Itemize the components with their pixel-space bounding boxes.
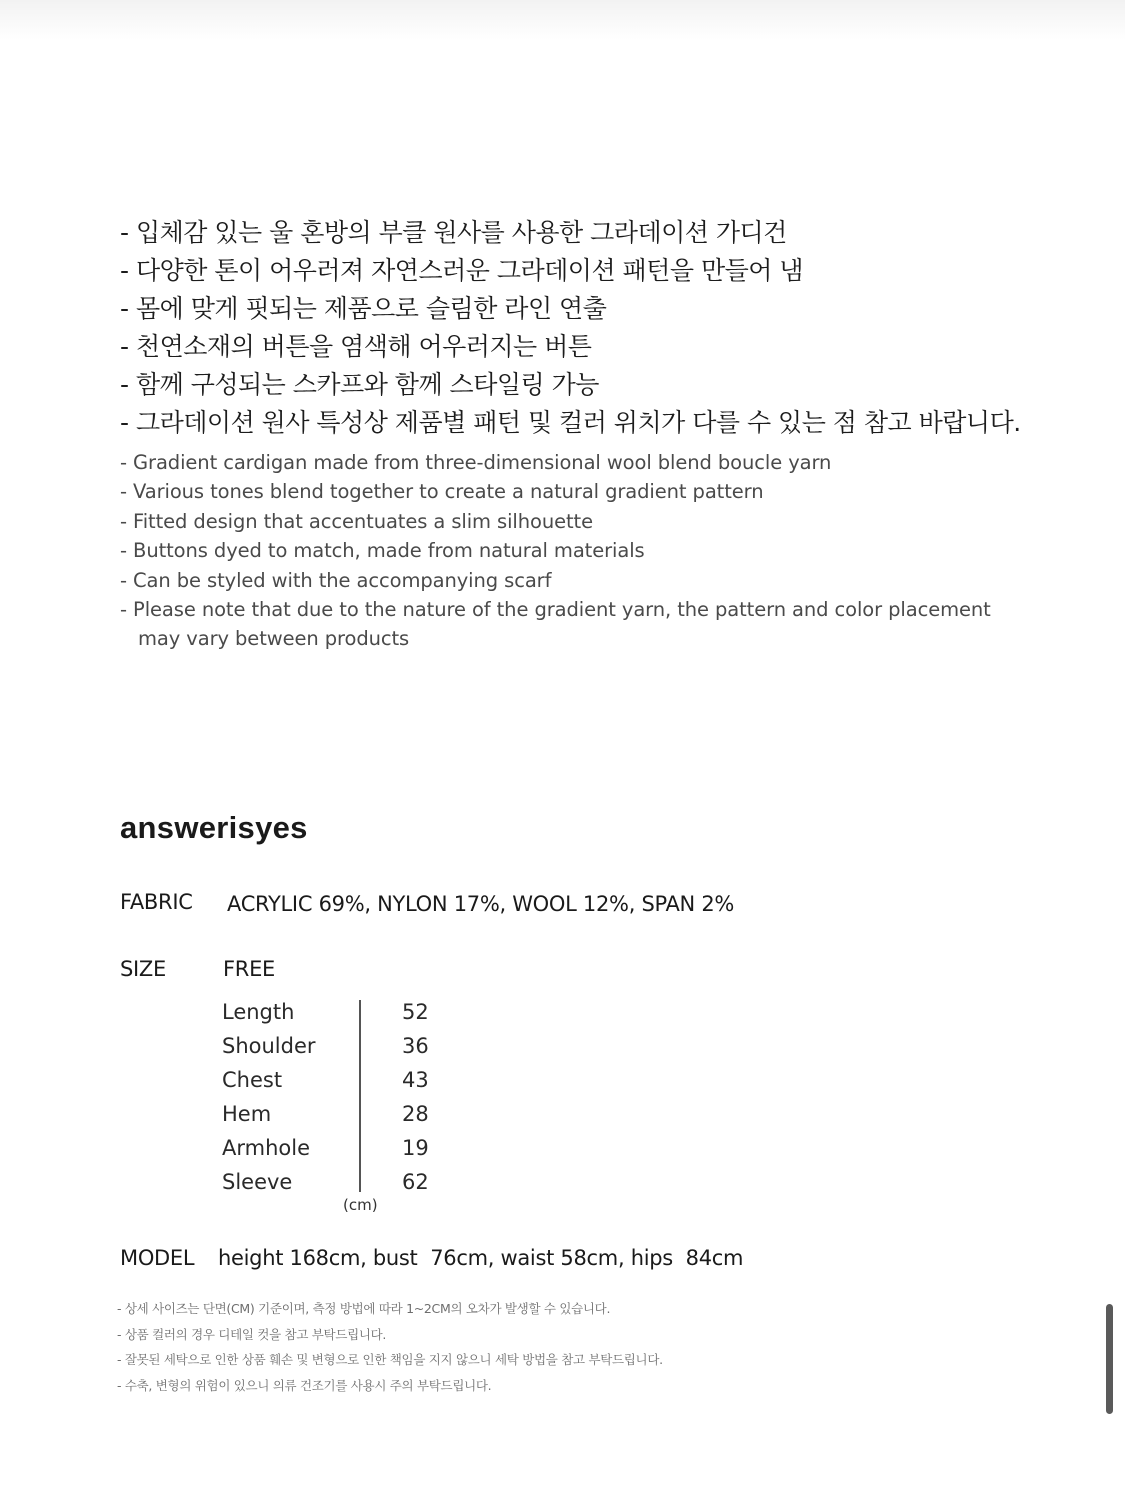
measurement-row [222,1029,452,1063]
fabric-value: ACRYLIC 69%, NYLON 17%, WOOL 12%, SPAN 2% [227,892,735,916]
english-description-item: - Please note that due to the nature of the gradient yarn, the pattern and color placement may vary between products [120,598,991,651]
measurement-value: 19 [402,1136,429,1160]
measurement-value: 28 [402,1102,429,1126]
size-measurement-table [222,995,452,1199]
measurement-name: Armhole [222,1136,310,1160]
measurement-name: Shoulder [222,1034,316,1058]
measurement-row [222,995,452,1029]
scrollbar-thumb[interactable] [1106,1304,1113,1414]
measurement-row [222,1165,452,1199]
fabric-label: FABRIC [120,890,193,914]
measurement-name: Hem [222,1102,272,1126]
measurement-value: 52 [402,1000,429,1024]
korean-description-item: - 함께 구성되는 스카프와 함께 스타일링 가능 [120,370,599,399]
measurement-name: Length [222,1000,295,1024]
english-description-item: - Can be styled with the accompanying scarf [120,568,552,592]
korean-description-item: - 천연소재의 버튼을 염색해 어우러지는 버튼 [120,332,592,361]
measurement-row [222,1063,452,1097]
korean-description-item: - 입체감 있는 울 혼방의 부클 원사를 사용한 그라데이션 가디건 [120,218,787,247]
care-notes [117,1296,663,1398]
care-note-item: - 상세 사이즈는 단면(CM) 기준이며, 측정 방법에 따라 1~2CM의 오차가 발생할 수 있습니다. [117,1301,611,1316]
english-description-list [120,448,1020,654]
model-label: MODEL [120,1246,195,1270]
korean-description-item: - 그라데이션 원사 특성상 제품별 패턴 및 컬러 위치가 다를 수 있는 점 참고 바랍니다. [120,408,1021,437]
size-value: FREE [223,957,276,981]
korean-description-item: - 몸에 맞게 핏되는 제품으로 슬림한 라인 연출 [120,294,607,323]
english-description-item: - Gradient cardigan made from three-dimensional wool blend boucle yarn [120,451,832,474]
care-note-item: - 수축, 변형의 위험이 있으니 의류 건조기를 사용시 주의 부탁드립니다. [117,1377,492,1393]
measurement-value: 36 [402,1034,429,1058]
measurement-name: Sleeve [222,1170,293,1194]
korean-description-item: - 다양한 톤이 어우러져 자연스러운 그라데이션 패턴을 만들어 냄 [120,256,803,285]
size-unit: (cm) [343,1196,378,1214]
size-table-divider [359,1000,361,1192]
brand-name: answerisyes [120,810,308,845]
care-note-item: - 잘못된 세탁으로 인한 상품 훼손 및 변형으로 인한 책임을 지지 않으니 세탁 방법을 참고 부탁드립니다. [117,1352,663,1367]
measurement-row [222,1131,452,1165]
model-value: height 168cm, bust 76cm, waist 58cm, hips 84cm [218,1246,744,1270]
english-description-item: - Buttons dyed to match, made from natural materials [120,539,645,563]
measurement-value: 62 [402,1170,429,1194]
top-fade [0,0,1125,40]
measurement-value: 43 [402,1068,429,1092]
korean-description-list [120,214,1080,442]
measurement-row [222,1097,452,1131]
size-label: SIZE [120,957,166,981]
measurement-name: Chest [222,1068,283,1092]
english-description-item: - Various tones blend together to create a natural gradient pattern [120,480,764,504]
care-note-item: - 상품 컬러의 경우 디테일 컷을 참고 부탁드립니다. [117,1326,387,1342]
english-description-item: - Fitted design that accentuates a slim silhouette [120,509,593,533]
